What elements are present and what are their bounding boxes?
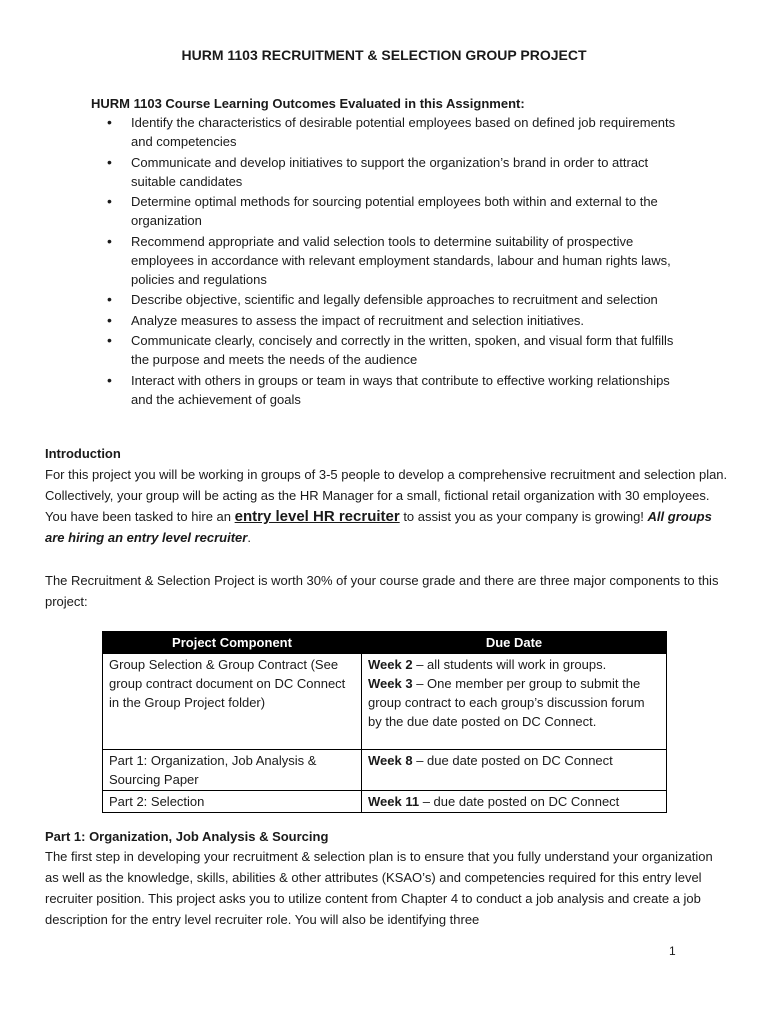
due-line bbox=[368, 674, 660, 731]
week-label: Week 8 bbox=[368, 753, 413, 768]
due-date-cell bbox=[362, 750, 667, 791]
due-text: – due date posted on DC Connect bbox=[419, 794, 620, 809]
component-cell: Part 1: Organization, Job Analysis & Sourcing Paper bbox=[103, 750, 362, 791]
outcome-item: • Recommend appropriate and valid selection tools to determine suitability of prospective employees in accordance with relevant employment standards, labour and human rights laws, policies and regulations bbox=[131, 232, 691, 289]
outcome-item: • Communicate clearly, concisely and correctly in the written, spoken, and visual form that fulfills the purpose and meets the needs of the audience bbox=[131, 331, 691, 369]
intro-emphasis: All groups are hiring an entry level recruiter bbox=[45, 509, 712, 545]
table-row bbox=[103, 791, 667, 813]
component-cell: Part 2: Selection bbox=[103, 791, 362, 813]
component-cell: Group Selection & Group Contract (See group contract document on DC Connect in the Group Project folder) bbox=[103, 654, 362, 750]
project-components-table bbox=[102, 631, 667, 813]
outcome-item: • Interact with others in groups or team in ways that contribute to effective working relationships and the achievement of goals bbox=[131, 371, 691, 409]
part1-paragraph: The first step in developing your recruitment & selection plan is to ensure that you fully understand your organization as well as the knowledge, skills, abilities & other attributes (KSAO’s) and competencies required for this entry level recruiter position. This project asks you to utilize content from Chapter 4 to conduct a job analysis and create a job description for the entry level recruiter role. You will also be identifying three bbox=[45, 849, 713, 927]
table-row bbox=[103, 750, 667, 791]
week-label: Week 3 bbox=[368, 676, 413, 691]
intro-text-b: to assist you as your company is growing! bbox=[399, 509, 648, 524]
page-number: 1 bbox=[669, 944, 676, 958]
outcomes-list bbox=[131, 113, 691, 410]
intro-highlight: entry level HR recruiter bbox=[234, 508, 400, 525]
due-date-cell bbox=[362, 654, 667, 750]
week-label: Week 2 bbox=[368, 657, 413, 672]
outcome-item: • Determine optimal methods for sourcing potential employees both within and external to the organization bbox=[131, 192, 691, 230]
due-text: – One member per group to submit the group contract to each group’s discussion forum by the due date posted on DC Connect. bbox=[368, 676, 645, 729]
outcome-item: • Communicate and develop initiatives to support the organization’s brand in order to attract suitable candidates bbox=[131, 153, 691, 191]
table-header-row bbox=[103, 632, 667, 654]
due-text: – all students will work in groups. bbox=[412, 657, 607, 672]
header-due-date: Due Date bbox=[362, 632, 667, 654]
outcome-item: • Identify the characteristics of desirable potential employees based on defined job requirements and competencies bbox=[131, 113, 691, 151]
outcome-item: • Analyze measures to assess the impact of recruitment and selection initiatives. bbox=[131, 311, 691, 330]
table-row bbox=[103, 654, 667, 750]
components-paragraph: The Recruitment & Selection Project is worth 30% of your course grade and there are three major components to this project: bbox=[45, 573, 719, 609]
week-label: Week 11 bbox=[368, 794, 420, 809]
outcome-item: • Describe objective, scientific and legally defensible approaches to recruitment and selection bbox=[131, 290, 691, 309]
header-project-component: Project Component bbox=[103, 632, 362, 654]
due-line bbox=[368, 655, 660, 674]
introduction-paragraph bbox=[45, 464, 729, 548]
part1-heading: Part 1: Organization, Job Analysis & Sourcing bbox=[45, 829, 329, 844]
outcomes-heading: HURM 1103 Course Learning Outcomes Evaluated in this Assignment: bbox=[91, 96, 525, 111]
due-date-cell bbox=[362, 791, 667, 813]
introduction-heading: Introduction bbox=[45, 446, 121, 461]
due-text: – due date posted on DC Connect bbox=[412, 753, 613, 768]
intro-text-a: For this project you will be working in groups of 3-5 people to develop a comprehensive recruitment and selection plan. Collectively, your group will be acting as the HR Manager for a small, fictional retail organization with 30 employees. You have been tasked to hire an bbox=[45, 467, 728, 524]
document-title: HURM 1103 RECRUITMENT & SELECTION GROUP PROJECT bbox=[181, 47, 587, 63]
intro-text-end: . bbox=[247, 530, 251, 545]
